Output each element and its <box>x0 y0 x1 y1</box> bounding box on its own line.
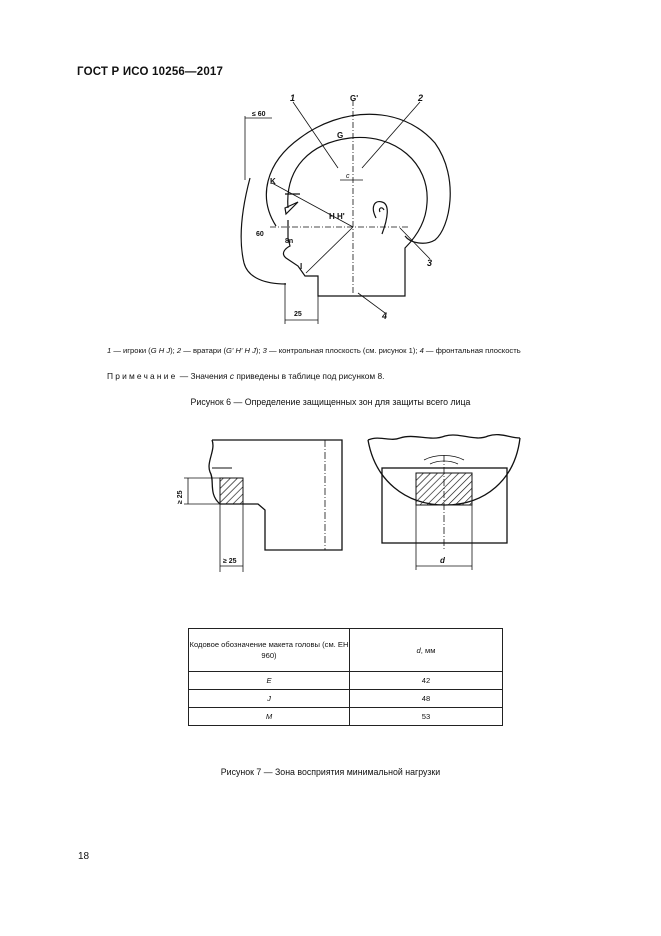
label-d: d <box>440 556 445 565</box>
dim-ge25-vertical: ≥ 25 <box>177 490 184 504</box>
figure6-legend: 1 — игроки (G H J); 2 — вратари (G' H' H J); 3 — контрольная плоскость (см. рисунок 1); 4 — фронтальная плоскость <box>107 346 521 355</box>
diagonal-line-lower <box>306 227 353 273</box>
figure7-side-section <box>170 432 360 577</box>
table-row: J 48 <box>189 690 503 708</box>
label-k: K <box>270 177 276 186</box>
dim-60: 60 <box>256 231 264 238</box>
page-header: ГОСТ Р ИСО 10256—2017 <box>77 66 224 78</box>
head-contour <box>283 137 427 296</box>
callout-3: 3 <box>427 258 433 268</box>
figure7-caption: Рисунок 7 — Зона восприятия минимальной нагрузки <box>220 767 441 777</box>
label-c: c <box>346 173 350 180</box>
dimension-table <box>188 628 503 726</box>
callout-2: 2 <box>418 93 424 103</box>
label-g: G <box>337 131 344 140</box>
ear-mark <box>373 202 387 234</box>
figure6-head-diagram <box>230 88 470 328</box>
label-i: I <box>300 262 303 271</box>
table-header-d: d, мм <box>350 629 503 672</box>
table-row: E 42 <box>189 672 503 690</box>
table-header-code: Кодовое обозначение макета головы (см. ЕН 960) <box>189 629 350 672</box>
label-h: H H' <box>329 212 345 221</box>
figure7-front-view <box>360 430 530 580</box>
figure6-note: Примечание — Значения c приведены в таблице под рисунком 8. <box>107 371 385 381</box>
label-g-prime: G' <box>350 94 359 103</box>
load-zone-side <box>220 478 243 504</box>
callout-1: 1 <box>290 93 296 103</box>
dim-8n: 8n <box>285 238 294 245</box>
dim-ge25-horizontal: ≥ 25 <box>223 558 237 565</box>
table-row: M 53 <box>189 708 503 726</box>
callout-4: 4 <box>382 311 388 321</box>
page-number: 18 <box>78 851 90 862</box>
figure6-caption: Рисунок 6 — Определение защищенных зон для защиты всего лица <box>190 397 471 407</box>
dim-25: 25 <box>294 311 302 318</box>
dim-le60: ≤ 60 <box>252 111 266 118</box>
